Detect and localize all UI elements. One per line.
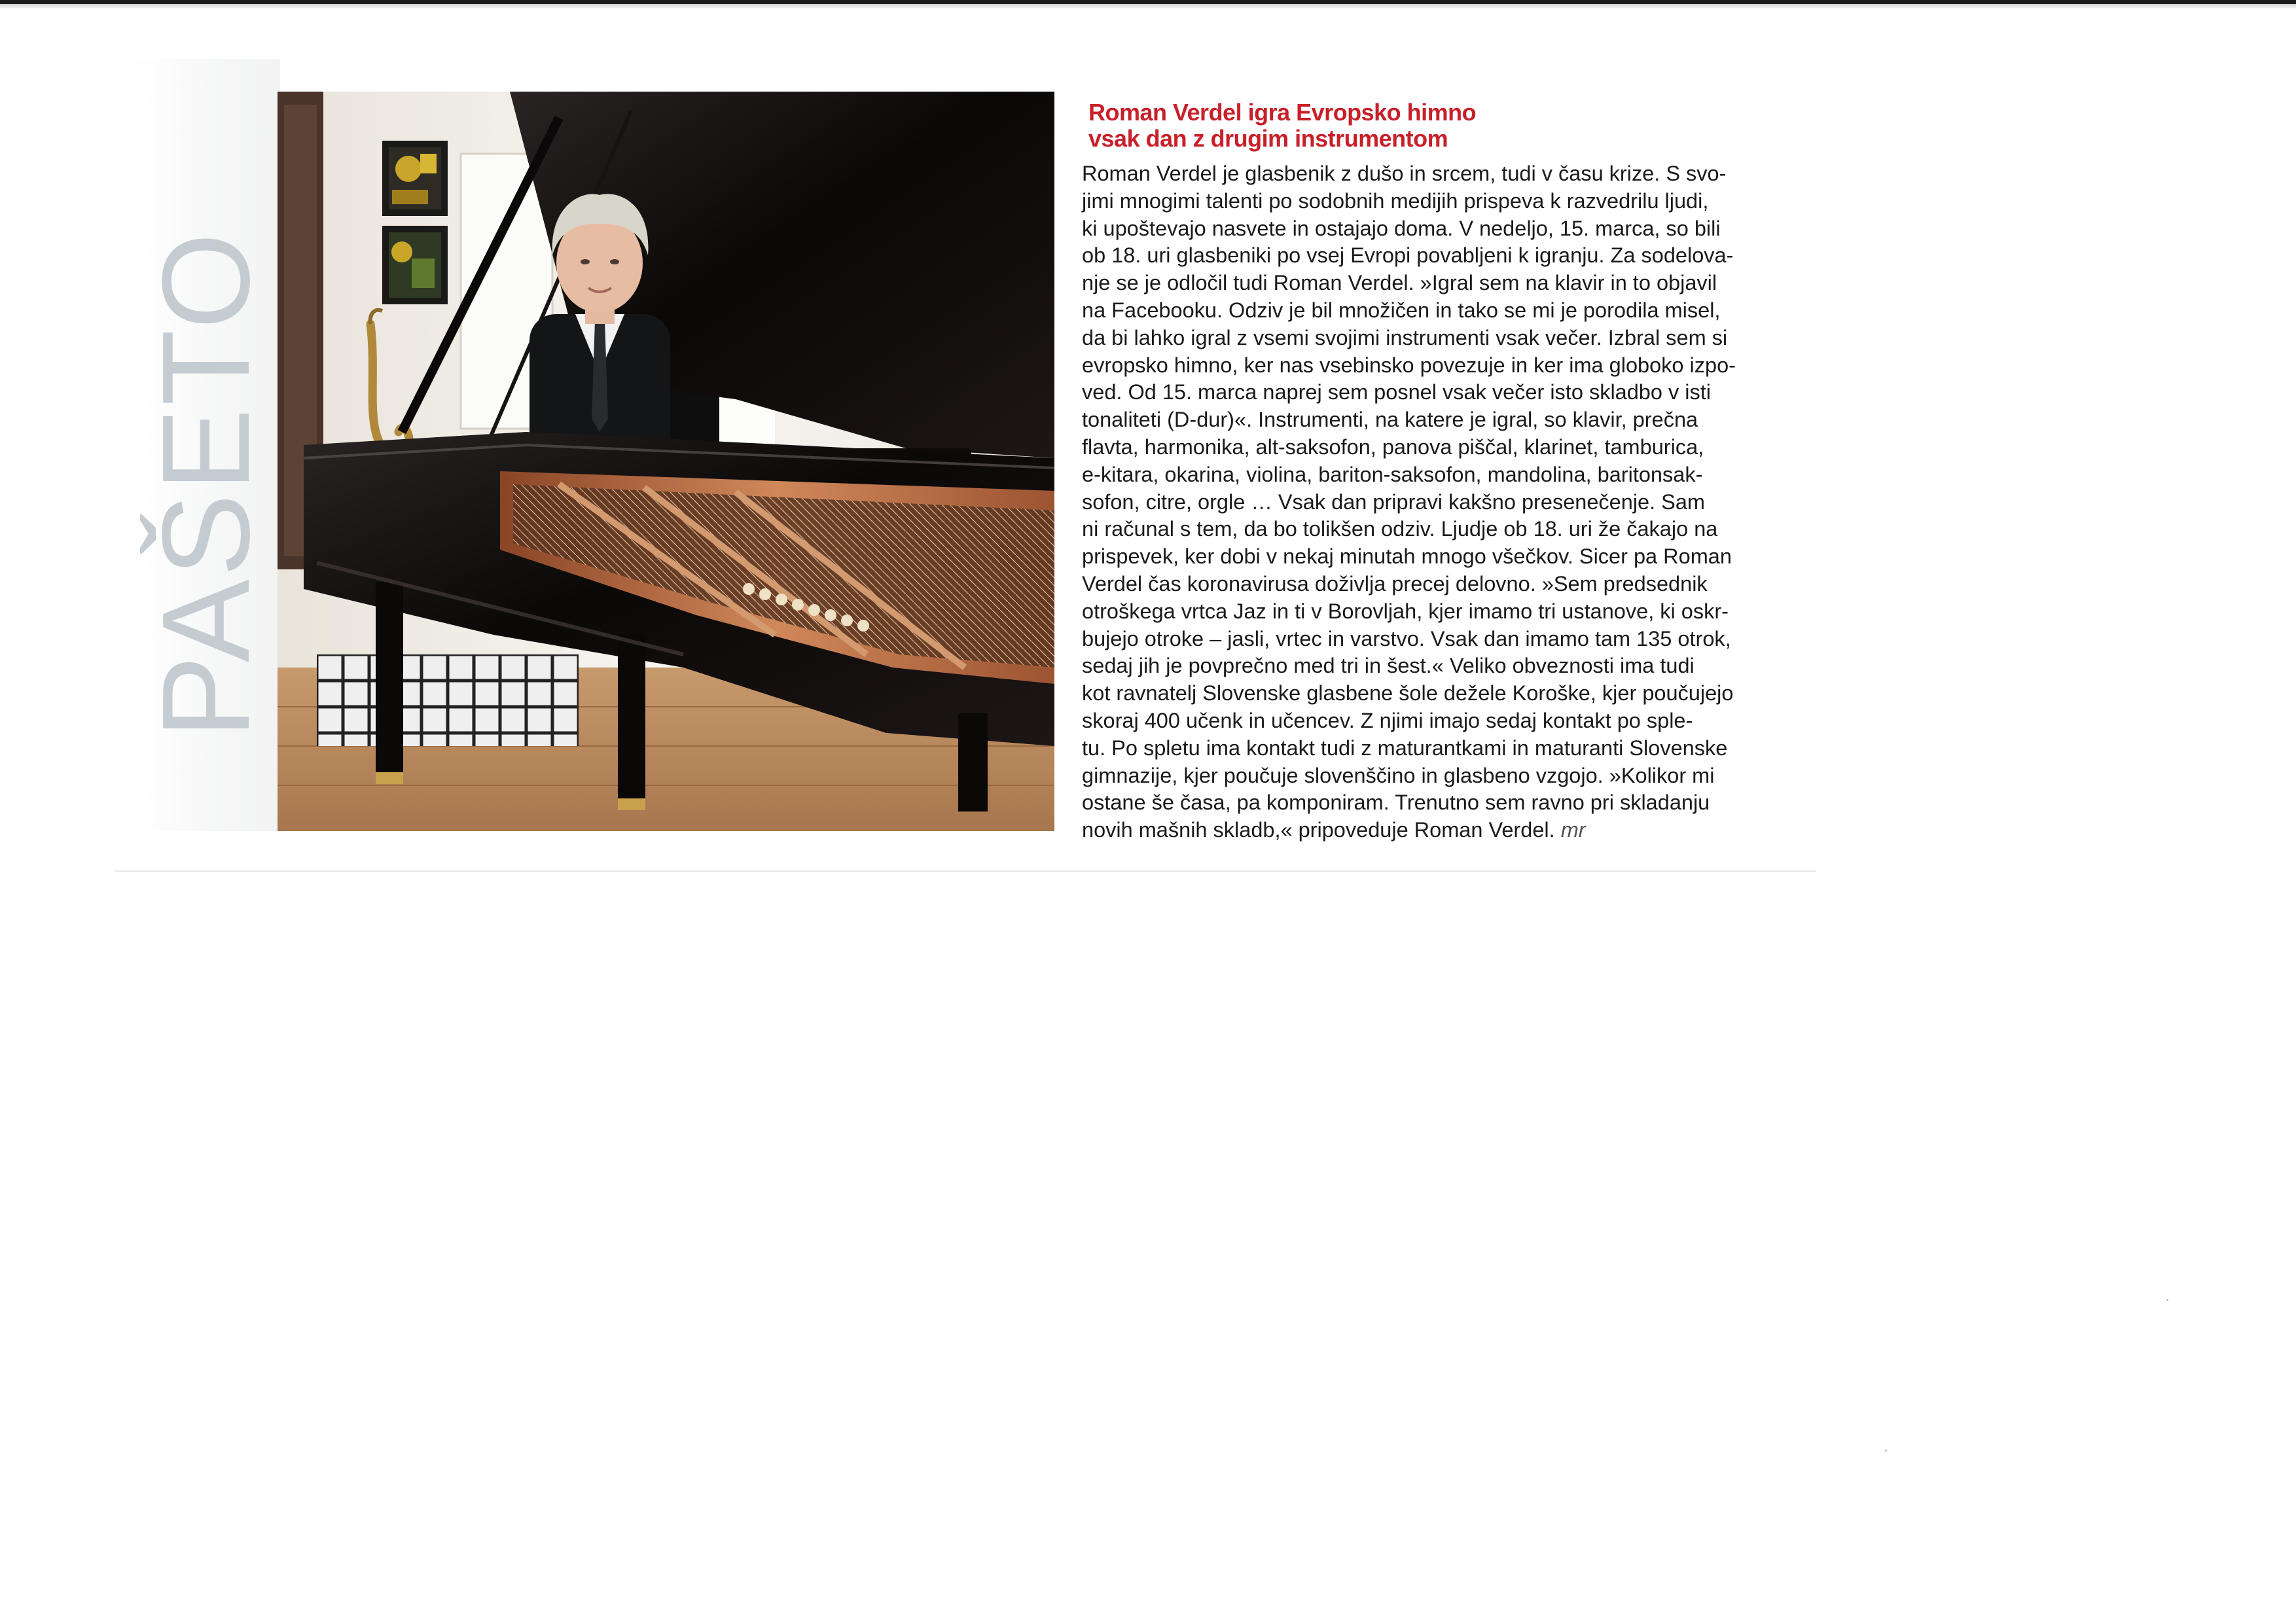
scan-speck xyxy=(2166,1299,2168,1301)
patterned-rug xyxy=(317,654,579,746)
body-line: ni računal s tem, da bo tolikšen odziv. Ljudje ob 18. uri že čakajo na xyxy=(1082,517,1718,541)
body-line-last xyxy=(1082,817,1795,844)
body-line: Roman Verdel je glasbenik z dušo in srcem, tudi v času krize. S svo- xyxy=(1082,162,1727,185)
article-body xyxy=(1082,160,1795,844)
article-headline xyxy=(1088,99,1677,152)
article-photo xyxy=(278,92,1054,831)
framed-painting-icon xyxy=(382,226,448,304)
body-line: nje se je odločil tudi Roman Verdel. »Igral sem na klavir in to objavil xyxy=(1082,271,1717,295)
body-line: da bi lahko igral z vsemi svojimi instrumenti vsak večer. Izbral sem si xyxy=(1082,325,1728,349)
body-line: gimnazije, kjer poučuje slovenščino in glasbeno vzgojo. »Kolikor mi xyxy=(1082,763,1715,787)
author-byline: mr xyxy=(1560,818,1586,842)
body-line: e-kitara, okarina, violina, bariton-saksofon, mandolina, baritonsak- xyxy=(1082,462,1703,486)
body-line: na Facebooku. Odziv je bil množičen in tako se mi je porodila misel, xyxy=(1082,298,1721,322)
clipping-bottom-rule xyxy=(115,870,1816,872)
body-line: bujejo otroke – jasli, vrtec in varstvo. Vsak dan imamo tam 135 otrok, xyxy=(1082,626,1731,651)
body-line-text: novih mašnih skladb,« pripoveduje Roman Verdel. xyxy=(1082,818,1555,842)
body-line: sofon, citre, orgle … Vsak dan pripravi kakšno presenečenje. Sam xyxy=(1082,490,1706,514)
body-line: prispevek, ker dobi v nekaj minutah mnogo všečkov. Sicer pa Roman xyxy=(1082,544,1732,569)
headline-line: vsak dan z drugim instrumentom xyxy=(1088,125,1448,152)
body-line: jimi mnogimi talenti po sodobnih medijih prispeva k razvedrilu ljudi, xyxy=(1082,188,1709,213)
body-line: sedaj jih je povprečno med tri in šest.« Veliko obveznosti ima tudi xyxy=(1082,654,1695,678)
headline-line: Roman Verdel igra Evropsko himno xyxy=(1088,99,1477,126)
body-line: ostane še časa, pa komponiram. Trenutno sem ravno pri skladanju xyxy=(1082,791,1710,815)
framed-painting-icon xyxy=(382,141,448,216)
body-line: Verdel čas koronavirusa doživlja precej delovno. »Sem predsednik xyxy=(1082,571,1708,596)
body-line: skoraj 400 učenk in učencev. Z njimi imajo sedaj kontakt po sple- xyxy=(1082,708,1693,732)
scan-speck xyxy=(1885,1450,1887,1452)
body-line: kot ravnatelj Slovenske glasbene šole dežele Koroške, kjer poučujejo xyxy=(1082,681,1734,705)
body-line: tonaliteti (D-dur)«. Instrumenti, na katere je igral, so klavir, prečna xyxy=(1082,408,1698,432)
body-line: flavta, harmonika, alt-saksofon, panova piščal, klarinet, tamburica, xyxy=(1082,435,1704,459)
body-line: evropsko himno, ker nas vsebinsko povezuje in ker ima globoko izpo- xyxy=(1082,353,1736,377)
body-line: ob 18. uri glasbeniki po vsej Evropi povabljeni k igranju. Za sodelova- xyxy=(1082,243,1734,268)
body-line: ved. Od 15. marca naprej sem posnel vsak večer isto skladbo v isti xyxy=(1082,380,1711,404)
body-line: ki upoštevajo nasvete in ostajajo doma. V nedeljo, 15. marca, so bili xyxy=(1082,216,1721,240)
body-line: otroškega vrtca Jaz in ti v Borovljah, kjer imamo tri ustanove, ki oskr- xyxy=(1082,599,1729,623)
scan-border-shadow xyxy=(0,4,2296,9)
body-line: tu. Po spletu ima kontakt tudi z maturantkami in maturanti Slovenske xyxy=(1082,736,1728,760)
section-label: PAŠETO xyxy=(137,230,276,739)
